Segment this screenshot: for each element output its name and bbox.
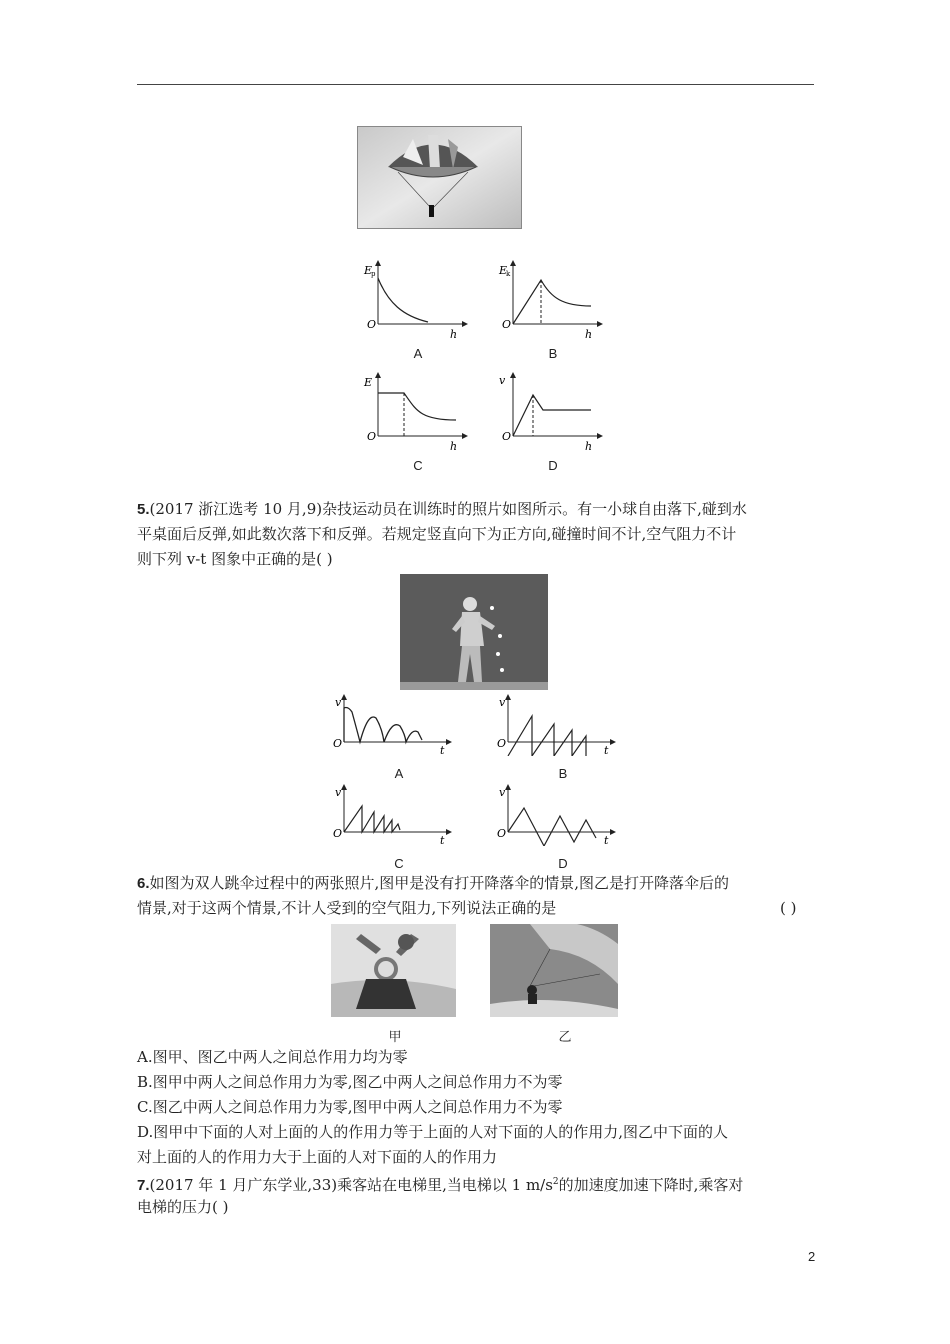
svg-text:v: v: [335, 786, 342, 799]
q7-line-2: 电梯的压力( ): [137, 1198, 229, 1216]
q4-label-a: A: [413, 346, 423, 361]
svg-text:E: E: [364, 264, 373, 277]
juggler-photo: [400, 574, 548, 690]
q5-graph-c: [330, 784, 452, 871]
skydive-photo-jia: [331, 924, 456, 1017]
svg-text:O: O: [502, 318, 512, 331]
svg-text:O: O: [367, 318, 377, 331]
skydive-photo-yi: [490, 924, 618, 1017]
q4-graph-d: [493, 370, 603, 473]
svg-text:h: h: [585, 328, 593, 341]
q7-line-1a: (2017 年 1 月广东学业,33)乘客站在电梯里,当电梯以 1 m/s: [149, 1176, 553, 1194]
q5-line-2: 平桌面后反弹,如此数次落下和反弹。若规定竖直向下为正方向,碰撞时间不计,空气阻力不计: [137, 525, 737, 543]
svg-text:v: v: [499, 374, 506, 387]
q4-label-d: D: [548, 458, 558, 473]
q5-graph-c-plot: [330, 784, 452, 846]
q5-graph-d: [494, 784, 616, 871]
q7-line-1: [137, 1171, 743, 1197]
q4-graph-c-plot: [358, 370, 468, 460]
svg-text:O: O: [333, 827, 343, 840]
q7-superscript: 2: [552, 1177, 559, 1187]
svg-text:O: O: [497, 737, 507, 750]
q5-label-a: A: [394, 766, 404, 781]
svg-text:h: h: [450, 328, 458, 341]
svg-text:t: t: [604, 744, 609, 756]
svg-text:v: v: [499, 786, 506, 799]
q6-paren: ( ): [780, 899, 797, 917]
q5-graph-b-plot: [494, 694, 616, 756]
q6-option-d: D.图甲中下面的人对上面的人的作用力等于上面的人对下面的人的作用力,图乙中下面的人: [137, 1123, 729, 1141]
header-rule: [137, 84, 814, 85]
q6-option-c: C.图乙中两人之间总作用力为零,图甲中两人之间总作用力不为零: [137, 1098, 563, 1116]
svg-text:E: E: [499, 264, 508, 277]
q6-line-1-text: 如图为双人跳伞过程中的两张照片,图甲是没有打开降落伞的情景,图乙是打开降落伞后的: [149, 874, 730, 892]
svg-text:k: k: [506, 270, 511, 278]
svg-text:O: O: [502, 430, 512, 443]
q4-graph-a: [358, 258, 468, 361]
q5-label-c: C: [394, 856, 404, 871]
q4-graph-b-plot: [493, 258, 603, 348]
q4-graph-d-plot: [493, 370, 603, 460]
q5-graph-b: [494, 694, 616, 781]
q5-line-1-text: (2017 浙江选考 10 月,9)杂技运动员在训练时的照片如图所示。有一小球自由落下,碰到水: [149, 500, 747, 518]
q4-graph-c: [358, 370, 468, 473]
q6-line-2: 情景,对于这两个情景,不计人受到的空气阻力,下列说法正确的是: [137, 899, 557, 917]
q5-graph-d-plot: [494, 784, 616, 846]
q5-label-b: B: [558, 766, 568, 781]
caption-jia: 甲: [388, 1029, 402, 1044]
svg-text:v: v: [335, 696, 342, 709]
svg-text:t: t: [604, 834, 609, 846]
q5-graph-a: [330, 694, 452, 781]
q5-line-3: 则下列 v-t 图象中正确的是( ): [137, 550, 333, 568]
parachute-photo: [357, 126, 522, 229]
svg-text:p: p: [371, 270, 376, 278]
svg-text:h: h: [450, 440, 458, 453]
svg-text:E: E: [364, 376, 373, 389]
q7-number: 7.: [137, 1177, 150, 1194]
svg-text:O: O: [497, 827, 507, 840]
page-number: 2: [808, 1249, 816, 1264]
q7-line-1b: 的加速度加速下降时,乘客对: [558, 1176, 744, 1194]
q4-label-b: B: [548, 346, 558, 361]
q4-graph-a-plot: [358, 258, 468, 348]
q6-line-1: [137, 872, 729, 895]
q5-number: 5.: [137, 501, 150, 518]
svg-text:h: h: [585, 440, 593, 453]
svg-text:v: v: [499, 696, 506, 709]
svg-text:t: t: [440, 744, 445, 756]
q6-option-b: B.图甲中两人之间总作用力为零,图乙中两人之间总作用力不为零: [137, 1073, 563, 1091]
q6-option-a: A.图甲、图乙中两人之间总作用力均为零: [137, 1048, 408, 1066]
q5-label-d: D: [558, 856, 568, 871]
svg-text:t: t: [440, 834, 445, 846]
q5-line-1: [137, 498, 747, 521]
q5-graph-a-plot: [330, 694, 452, 756]
q4-label-c: C: [413, 458, 423, 473]
svg-text:O: O: [367, 430, 377, 443]
q6-option-d-cont: 对上面的人的作用力大于上面的人对下面的人的作用力: [137, 1148, 498, 1166]
q4-graph-b: [493, 258, 603, 361]
caption-yi: 乙: [558, 1029, 572, 1044]
svg-text:O: O: [333, 737, 343, 750]
q6-number: 6.: [137, 875, 150, 892]
